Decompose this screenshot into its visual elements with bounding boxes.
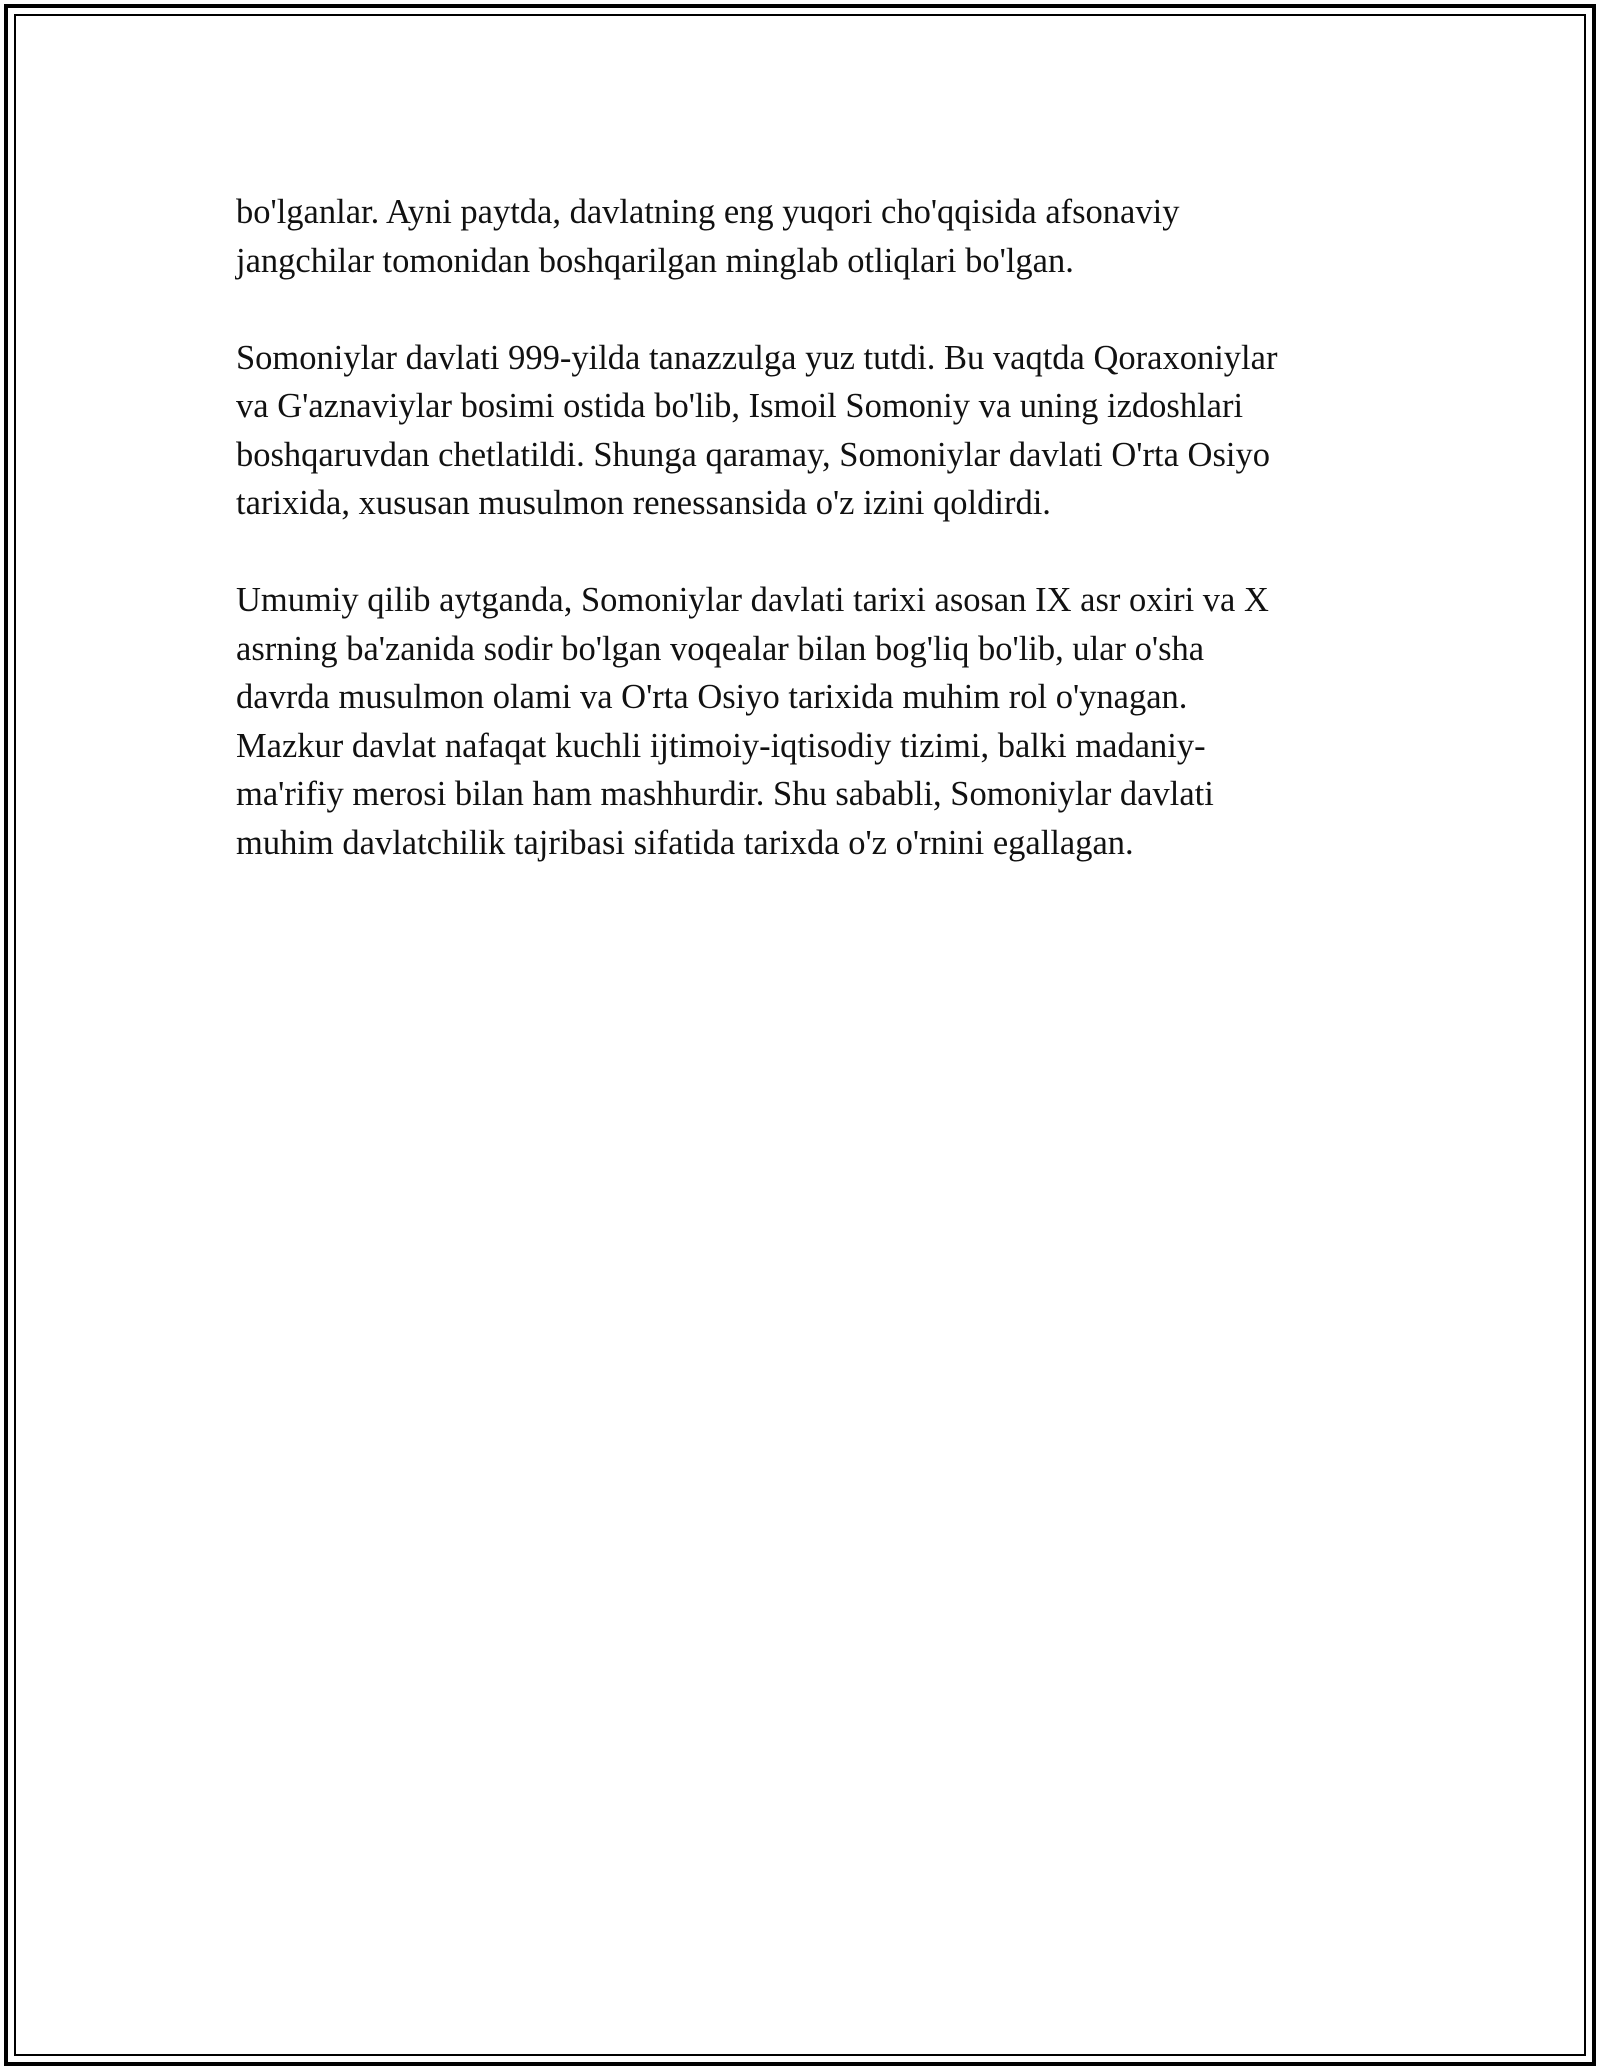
paragraph-line: boshqaruvdan chetlatildi. Shunga qaramay, Somoniylar davlati O'rta Osiyo	[236, 435, 1270, 474]
paragraph-2	[236, 334, 1366, 528]
paragraph-line: bo'lganlar. Ayni paytda, davlatning eng yuqori cho'qqisida afsonaviy	[236, 193, 1180, 231]
paragraph-line: davrda musulmon olami va O'rta Osiyo tarixida muhim rol o'ynagan.	[236, 678, 1188, 716]
paragraph-line: tarixida, xususan musulmon renessansida o'z izini qoldirdi.	[236, 484, 1051, 522]
paragraph-line: muhim davlatchilik tajribasi sifatida tarixda o'z o'rnini egallagan.	[236, 823, 1134, 862]
document-body	[236, 188, 1366, 916]
paragraph-line: Somoniylar davlati 999-yilda tanazzulga yuz tutdi. Bu vaqtda Qoraxoniylar	[236, 338, 1278, 377]
paragraph-line: ma'rifiy merosi bilan ham mashhurdir. Shu sababli, Somoniylar davlati	[236, 775, 1214, 813]
paragraph-1	[236, 188, 1366, 285]
paragraph-line: Umumiy qilib aytganda, Somoniylar davlati tarixi asosan IX asr oxiri va X	[236, 581, 1269, 619]
paragraph-line: Mazkur davlat nafaqat kuchli ijtimoiy-iqtisodiy tizimi, balki madaniy-	[236, 726, 1206, 765]
paragraph-line: va G'aznaviylar bosimi ostida bo'lib, Ismoil Somoniy va uning izdoshlari	[236, 387, 1244, 425]
paragraph-line: asrning ba'zanida sodir bo'lgan voqealar bilan bog'liq bo'lib, ular o'sha	[236, 629, 1205, 668]
paragraph-3	[236, 576, 1366, 867]
paragraph-line: jangchilar tomonidan boshqarilgan minglab otliqlari bo'lgan.	[236, 241, 1074, 280]
